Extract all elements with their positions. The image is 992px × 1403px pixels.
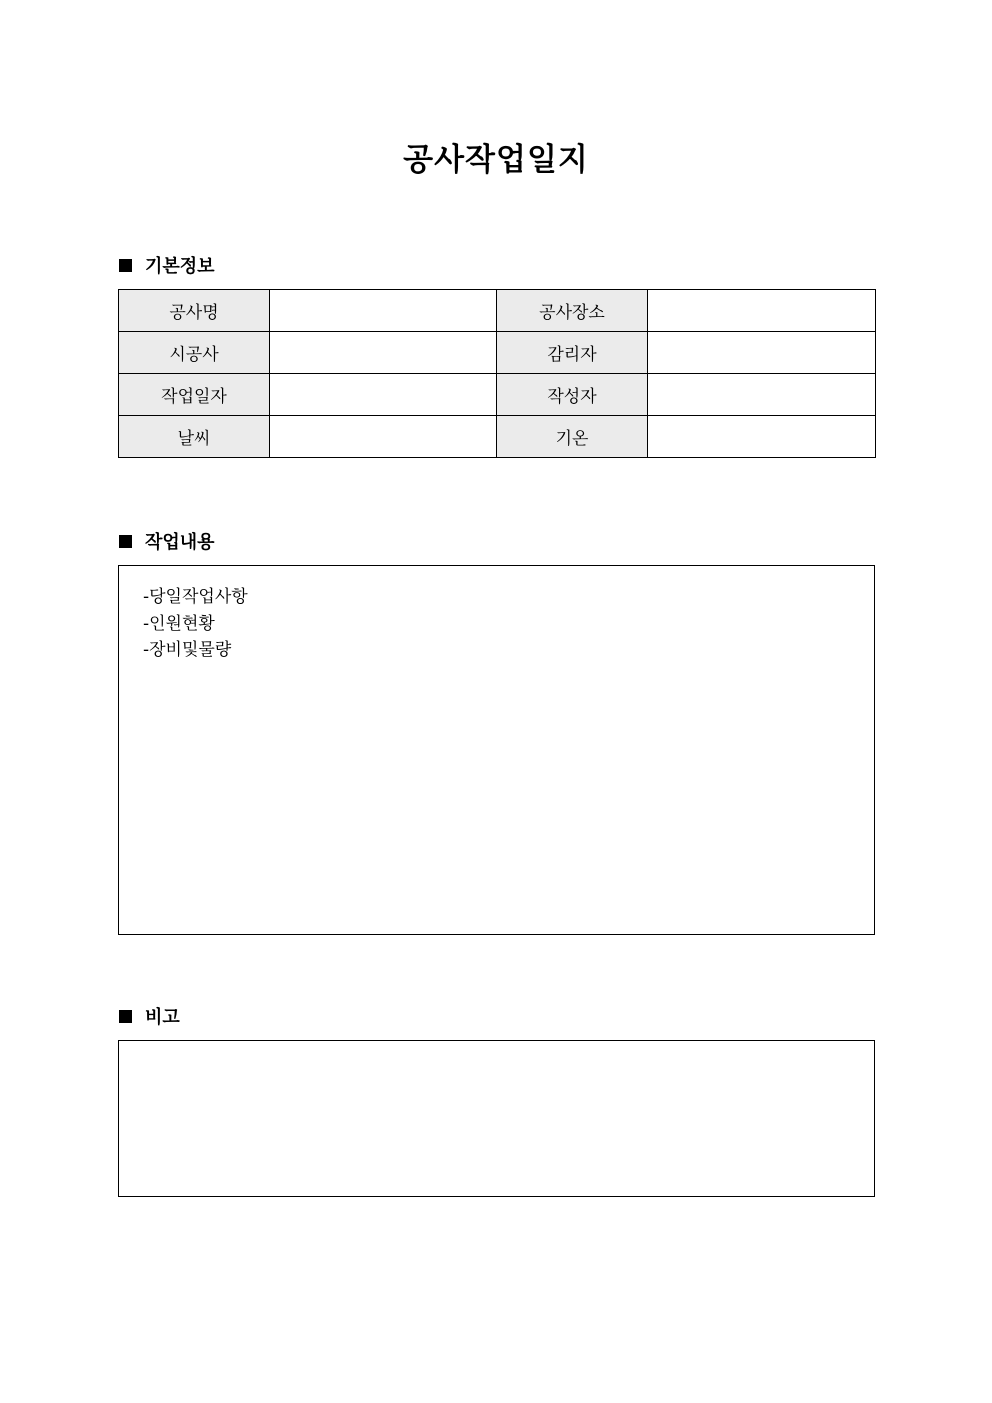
section-heading-label: 비고 (145, 1007, 180, 1028)
field-supervisor[interactable] (648, 332, 876, 374)
square-bullet-icon (119, 259, 132, 272)
field-construction-site[interactable] (648, 290, 876, 332)
label-temperature: 기온 (497, 416, 648, 458)
basic-info-table (118, 289, 876, 458)
label-work-date: 작업일자 (119, 374, 270, 416)
label-construction-name: 공사명 (119, 290, 270, 332)
square-bullet-icon (119, 535, 132, 548)
field-weather[interactable] (270, 416, 497, 458)
table-row (119, 290, 876, 332)
page-title: 공사작업일지 (403, 142, 589, 178)
field-construction-name[interactable] (270, 290, 497, 332)
label-author: 작성자 (497, 374, 648, 416)
field-contractor[interactable] (270, 332, 497, 374)
table-row (119, 374, 876, 416)
table-row (119, 416, 876, 458)
section-heading-work-content (119, 529, 215, 553)
table-row (119, 332, 876, 374)
label-weather: 날씨 (119, 416, 270, 458)
work-line-equipment: -장비및물량 (143, 640, 232, 660)
label-supervisor: 감리자 (497, 332, 648, 374)
section-heading-label: 기본정보 (145, 256, 215, 277)
remarks-box[interactable] (118, 1040, 875, 1197)
work-content-box[interactable] (118, 565, 875, 935)
work-line-personnel: -인원현황 (143, 613, 215, 634)
field-temperature[interactable] (648, 416, 876, 458)
square-bullet-icon (119, 1010, 132, 1023)
field-author[interactable] (648, 374, 876, 416)
work-content-lines (143, 584, 248, 664)
section-heading-basic-info (119, 253, 215, 277)
label-construction-site: 공사장소 (497, 290, 648, 332)
section-heading-label: 작업내용 (145, 532, 215, 553)
label-contractor: 시공사 (119, 332, 270, 374)
section-heading-remarks (119, 1004, 180, 1028)
work-line-daily-tasks: -당일작업사항 (143, 587, 248, 607)
field-work-date[interactable] (270, 374, 497, 416)
